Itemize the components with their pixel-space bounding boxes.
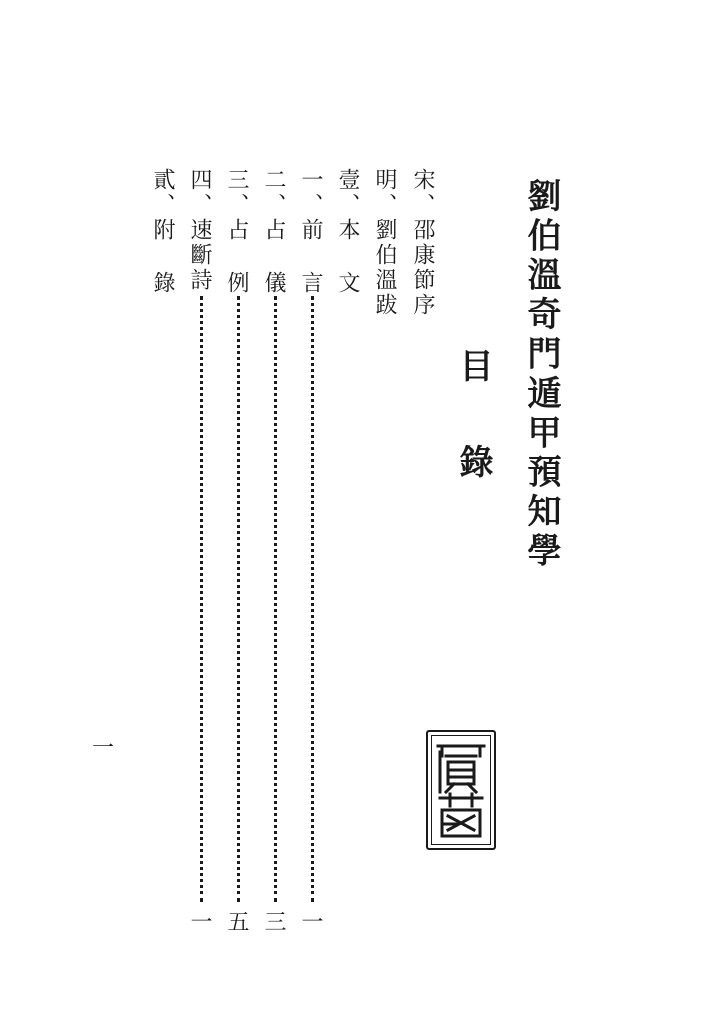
toc-item-introduction: 一、前 言	[298, 168, 323, 296]
page-number: 一	[91, 736, 114, 761]
toc-item-ritual: 二、占 儀	[261, 168, 286, 296]
toc-leader-introduction	[311, 296, 314, 902]
toc-leader-examples	[237, 296, 240, 902]
toc-part-one: 壹、本 文	[335, 168, 360, 296]
toc-preface-ming: 明、劉伯溫跋	[372, 168, 397, 318]
toc-item-poems: 四、速斷詩	[187, 168, 212, 293]
toc-page-ritual: 三	[261, 910, 286, 932]
seal-stamp-icon	[426, 730, 496, 850]
book-title: 劉伯溫奇門遁甲預知學	[521, 178, 561, 572]
toc-part-two: 貳、附 錄	[150, 168, 175, 296]
toc-preface-shao: 宋、邵康節序	[410, 168, 435, 318]
toc-page-examples: 五	[224, 910, 249, 932]
toc-page-introduction: 一	[298, 910, 323, 932]
section-heading: 目錄	[453, 348, 493, 540]
seal-glyph-drawing	[428, 732, 494, 848]
toc-leader-poems	[200, 296, 203, 902]
toc-page-poems: 一	[187, 910, 212, 932]
toc-leader-ritual	[274, 296, 277, 902]
toc-item-examples: 三、占 例	[224, 168, 249, 296]
